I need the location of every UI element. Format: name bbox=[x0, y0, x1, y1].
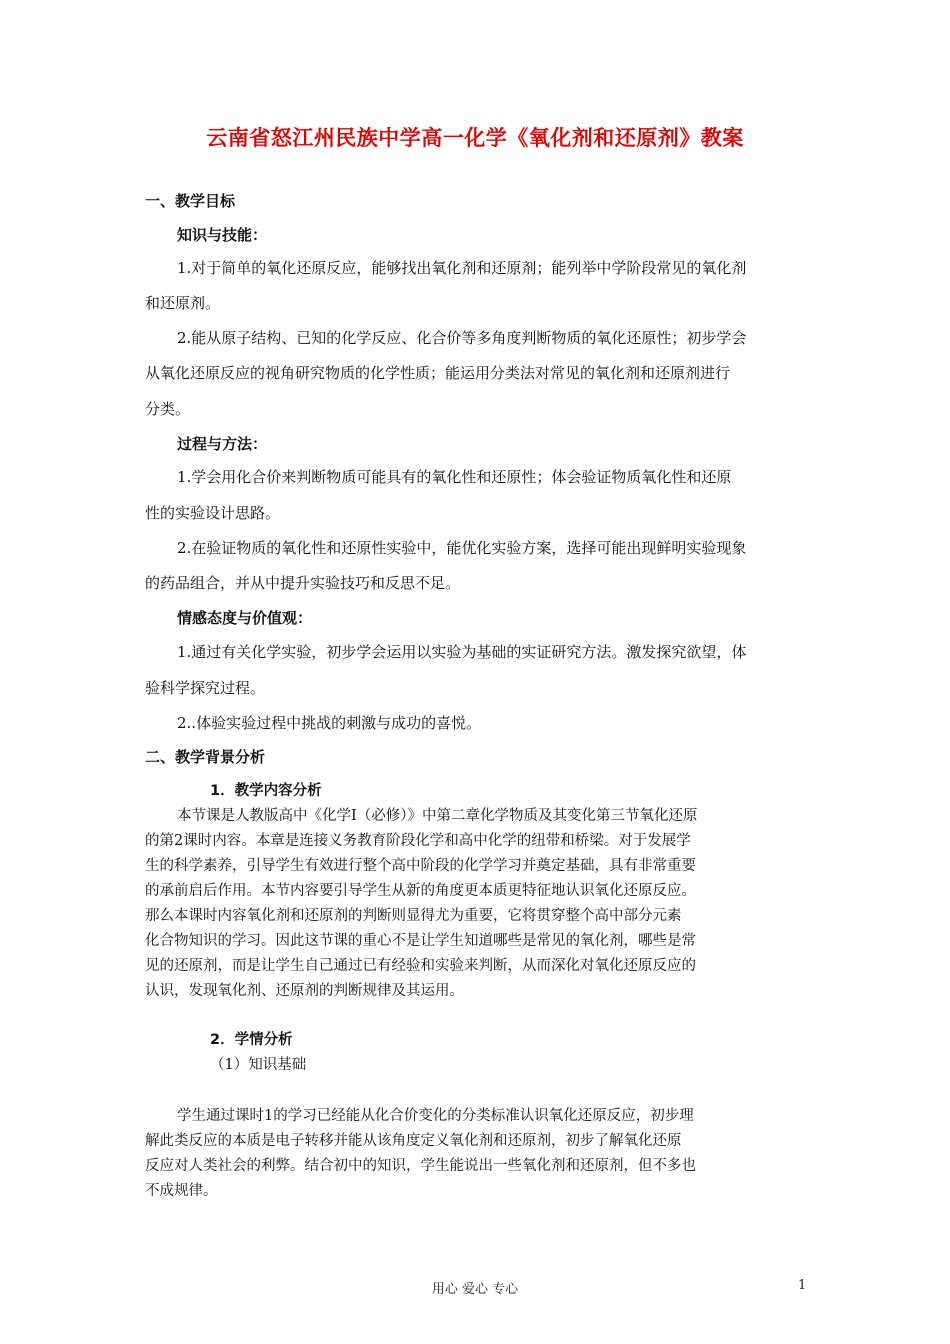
paragraph-line: 反应对人类社会的利弊。结合初中的知识，学生能说出一些氧化剂和还原剂，但不多也 bbox=[145, 1158, 696, 1174]
subheading-student-analysis: 2．学情分析 bbox=[210, 1032, 293, 1048]
paragraph-line: 那么本课时内容氧化剂和还原剂的判断则显得尤为重要，它将贯穿整个高中部分元素 bbox=[145, 908, 682, 924]
paragraph-line: 性的实验设计思路。 bbox=[145, 504, 281, 522]
paragraph-line: 见的还原剂，而是让学生自己通过已有经验和实验来判断，从而深化对氧化还原反应的 bbox=[145, 958, 696, 974]
subheading-emotion-values: 情感态度与价值观： bbox=[177, 609, 313, 627]
subheading-process-methods: 过程与方法： bbox=[177, 435, 268, 453]
paragraph-line: 的承前启后作用。本节内容要引导学生从新的角度更本质更特征地认识氧化还原反应。 bbox=[145, 883, 696, 899]
paragraph-line: 2.能从原子结构、已知的化学反应、化合价等多角度判断物质的氧化还原性；初步学会 bbox=[177, 329, 747, 347]
footer-text: 用心 爱心 专心 bbox=[431, 1282, 519, 1297]
paragraph-line: 认识，发现氧化剂、还原剂的判断规律及其运用。 bbox=[145, 983, 464, 999]
paragraph-line: 2..体验实验过程中挑战的刺激与成功的喜悦。 bbox=[177, 714, 482, 732]
paragraph-line: 1.学会用化合价来判断物质可能具有的氧化性和还原性；体会验证物质氧化性和还原 bbox=[177, 468, 732, 486]
paragraph-line: 的药品组合，并从中提升实验技巧和反思不足。 bbox=[145, 574, 461, 592]
paragraph-line: 本节课是人教版高中《化学Ⅰ（必修）》中第二章化学物质及其变化第三节氧化还原 bbox=[177, 808, 698, 824]
paragraph-line: 的第2课时内容。本章是连接义务教育阶段化学和高中化学的纽带和桥梁。对于发展学 bbox=[145, 833, 691, 849]
section-heading-background: 二、教学背景分析 bbox=[145, 748, 266, 766]
paragraph-line: 1.通过有关化学实验，初步学会运用以实验为基础的实证研究方法。激发探究欲望，体 bbox=[177, 643, 747, 661]
section-heading-teaching-goals: 一、教学目标 bbox=[145, 192, 236, 210]
subheading-knowledge-skills: 知识与技能： bbox=[177, 226, 268, 244]
document-title: 云南省怒江州民族中学高一化学《氧化剂和还原剂》教案 bbox=[206, 126, 744, 150]
paragraph-line: 学生通过课时1的学习已经能从化合价变化的分类标准认识氧化还原反应，初步理 bbox=[177, 1108, 694, 1124]
subheading-knowledge-base: （1）知识基础 bbox=[210, 1057, 307, 1073]
paragraph-line: 生的科学素养，引导学生有效进行整个高中阶段的化学学习并奠定基础，具有非常重要 bbox=[145, 858, 696, 874]
paragraph-line: 2.在验证物质的氧化性和还原性实验中，能优化实验方案，选择可能出现鲜明实验现象 bbox=[177, 539, 747, 557]
paragraph-line: 从氧化还原反应的视角研究物质的化学性质；能运用分类法对常见的氧化剂和还原剂进行 bbox=[145, 364, 731, 382]
page-number: 1 bbox=[798, 1278, 807, 1293]
paragraph-line: 解此类反应的本质是电子转移并能从该角度定义氧化剂和还原剂，初步了解氧化还原 bbox=[145, 1133, 682, 1149]
paragraph-line: 不成规律。 bbox=[145, 1183, 218, 1199]
paragraph-line: 化合物知识的学习。因此这节课的重心不是让学生知道哪些是常见的氧化剂，哪些是常 bbox=[145, 933, 696, 949]
paragraph-line: 和还原剂。 bbox=[145, 294, 221, 312]
paragraph-line: 验科学探究过程。 bbox=[145, 679, 266, 697]
paragraph-line: 分类。 bbox=[145, 400, 191, 418]
subheading-content-analysis: 1．教学内容分析 bbox=[210, 783, 322, 799]
paragraph-line: 1.对于简单的氧化还原反应，能够找出氧化剂和还原剂；能列举中学阶段常见的氧化剂 bbox=[177, 259, 747, 277]
